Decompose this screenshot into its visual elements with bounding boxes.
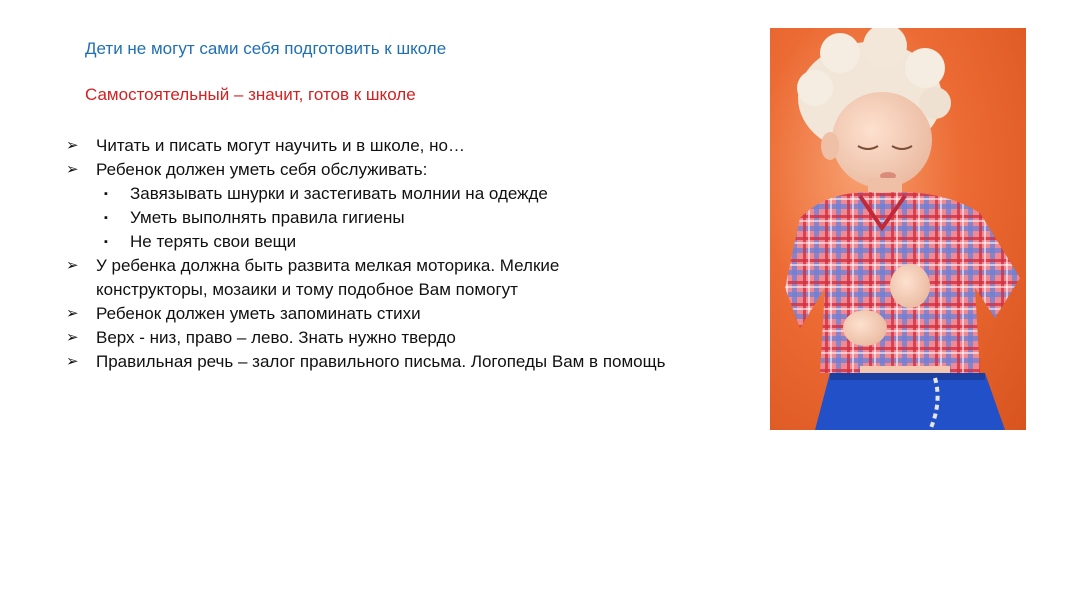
- list-item-text: Не терять свои вещи: [130, 232, 297, 251]
- slide-heading-primary: Дети не могут сами себя подготовить к школе: [85, 39, 447, 58]
- arrow-bullet-icon: ➢: [66, 161, 79, 178]
- list-item-text: Ребенок должен уметь запоминать стихи: [96, 304, 421, 323]
- list-item-text: Ребенок должен уметь себя обслуживать:: [96, 160, 428, 179]
- arrow-bullet-icon: ➢: [66, 257, 79, 274]
- bullet-list: [66, 134, 666, 374]
- list-item-text: Правильная речь – залог правильного письма. Логопеды Вам в помощь: [96, 352, 666, 371]
- list-item-text: У ребенка должна быть развита мелкая моторика. Мелкие конструкторы, мозаики и тому подобное Вам помогут: [96, 256, 560, 299]
- square-bullet-icon: ▪: [104, 212, 108, 224]
- list-item: [66, 158, 666, 182]
- list-item: [66, 350, 666, 374]
- list-item-text: Уметь выполнять правила гигиены: [130, 208, 405, 227]
- square-bullet-icon: ▪: [104, 236, 108, 248]
- list-item: [66, 134, 666, 158]
- square-bullet-icon: ▪: [104, 188, 108, 200]
- list-item: [66, 254, 666, 302]
- list-subitem: [66, 182, 666, 206]
- list-item: [66, 326, 666, 350]
- list-item-text: Верх - низ, право – лево. Знать нужно твердо: [96, 328, 456, 347]
- list-subitem: [66, 230, 666, 254]
- arrow-bullet-icon: ➢: [66, 353, 79, 370]
- list-item-text: Завязывать шнурки и застегивать молнии на одежде: [130, 184, 548, 203]
- slide-heading-secondary: Самостоятельный – значит, готов к школе: [85, 85, 416, 104]
- list-item-text: Читать и писать могут научить и в школе, но…: [96, 136, 465, 155]
- list-subitem: [66, 206, 666, 230]
- arrow-bullet-icon: ➢: [66, 329, 79, 346]
- child-buttoning-shirt-photo: [770, 28, 1026, 430]
- arrow-bullet-icon: ➢: [66, 305, 79, 322]
- list-item: [66, 302, 666, 326]
- photo-illustration: [770, 28, 1026, 430]
- arrow-bullet-icon: ➢: [66, 137, 79, 154]
